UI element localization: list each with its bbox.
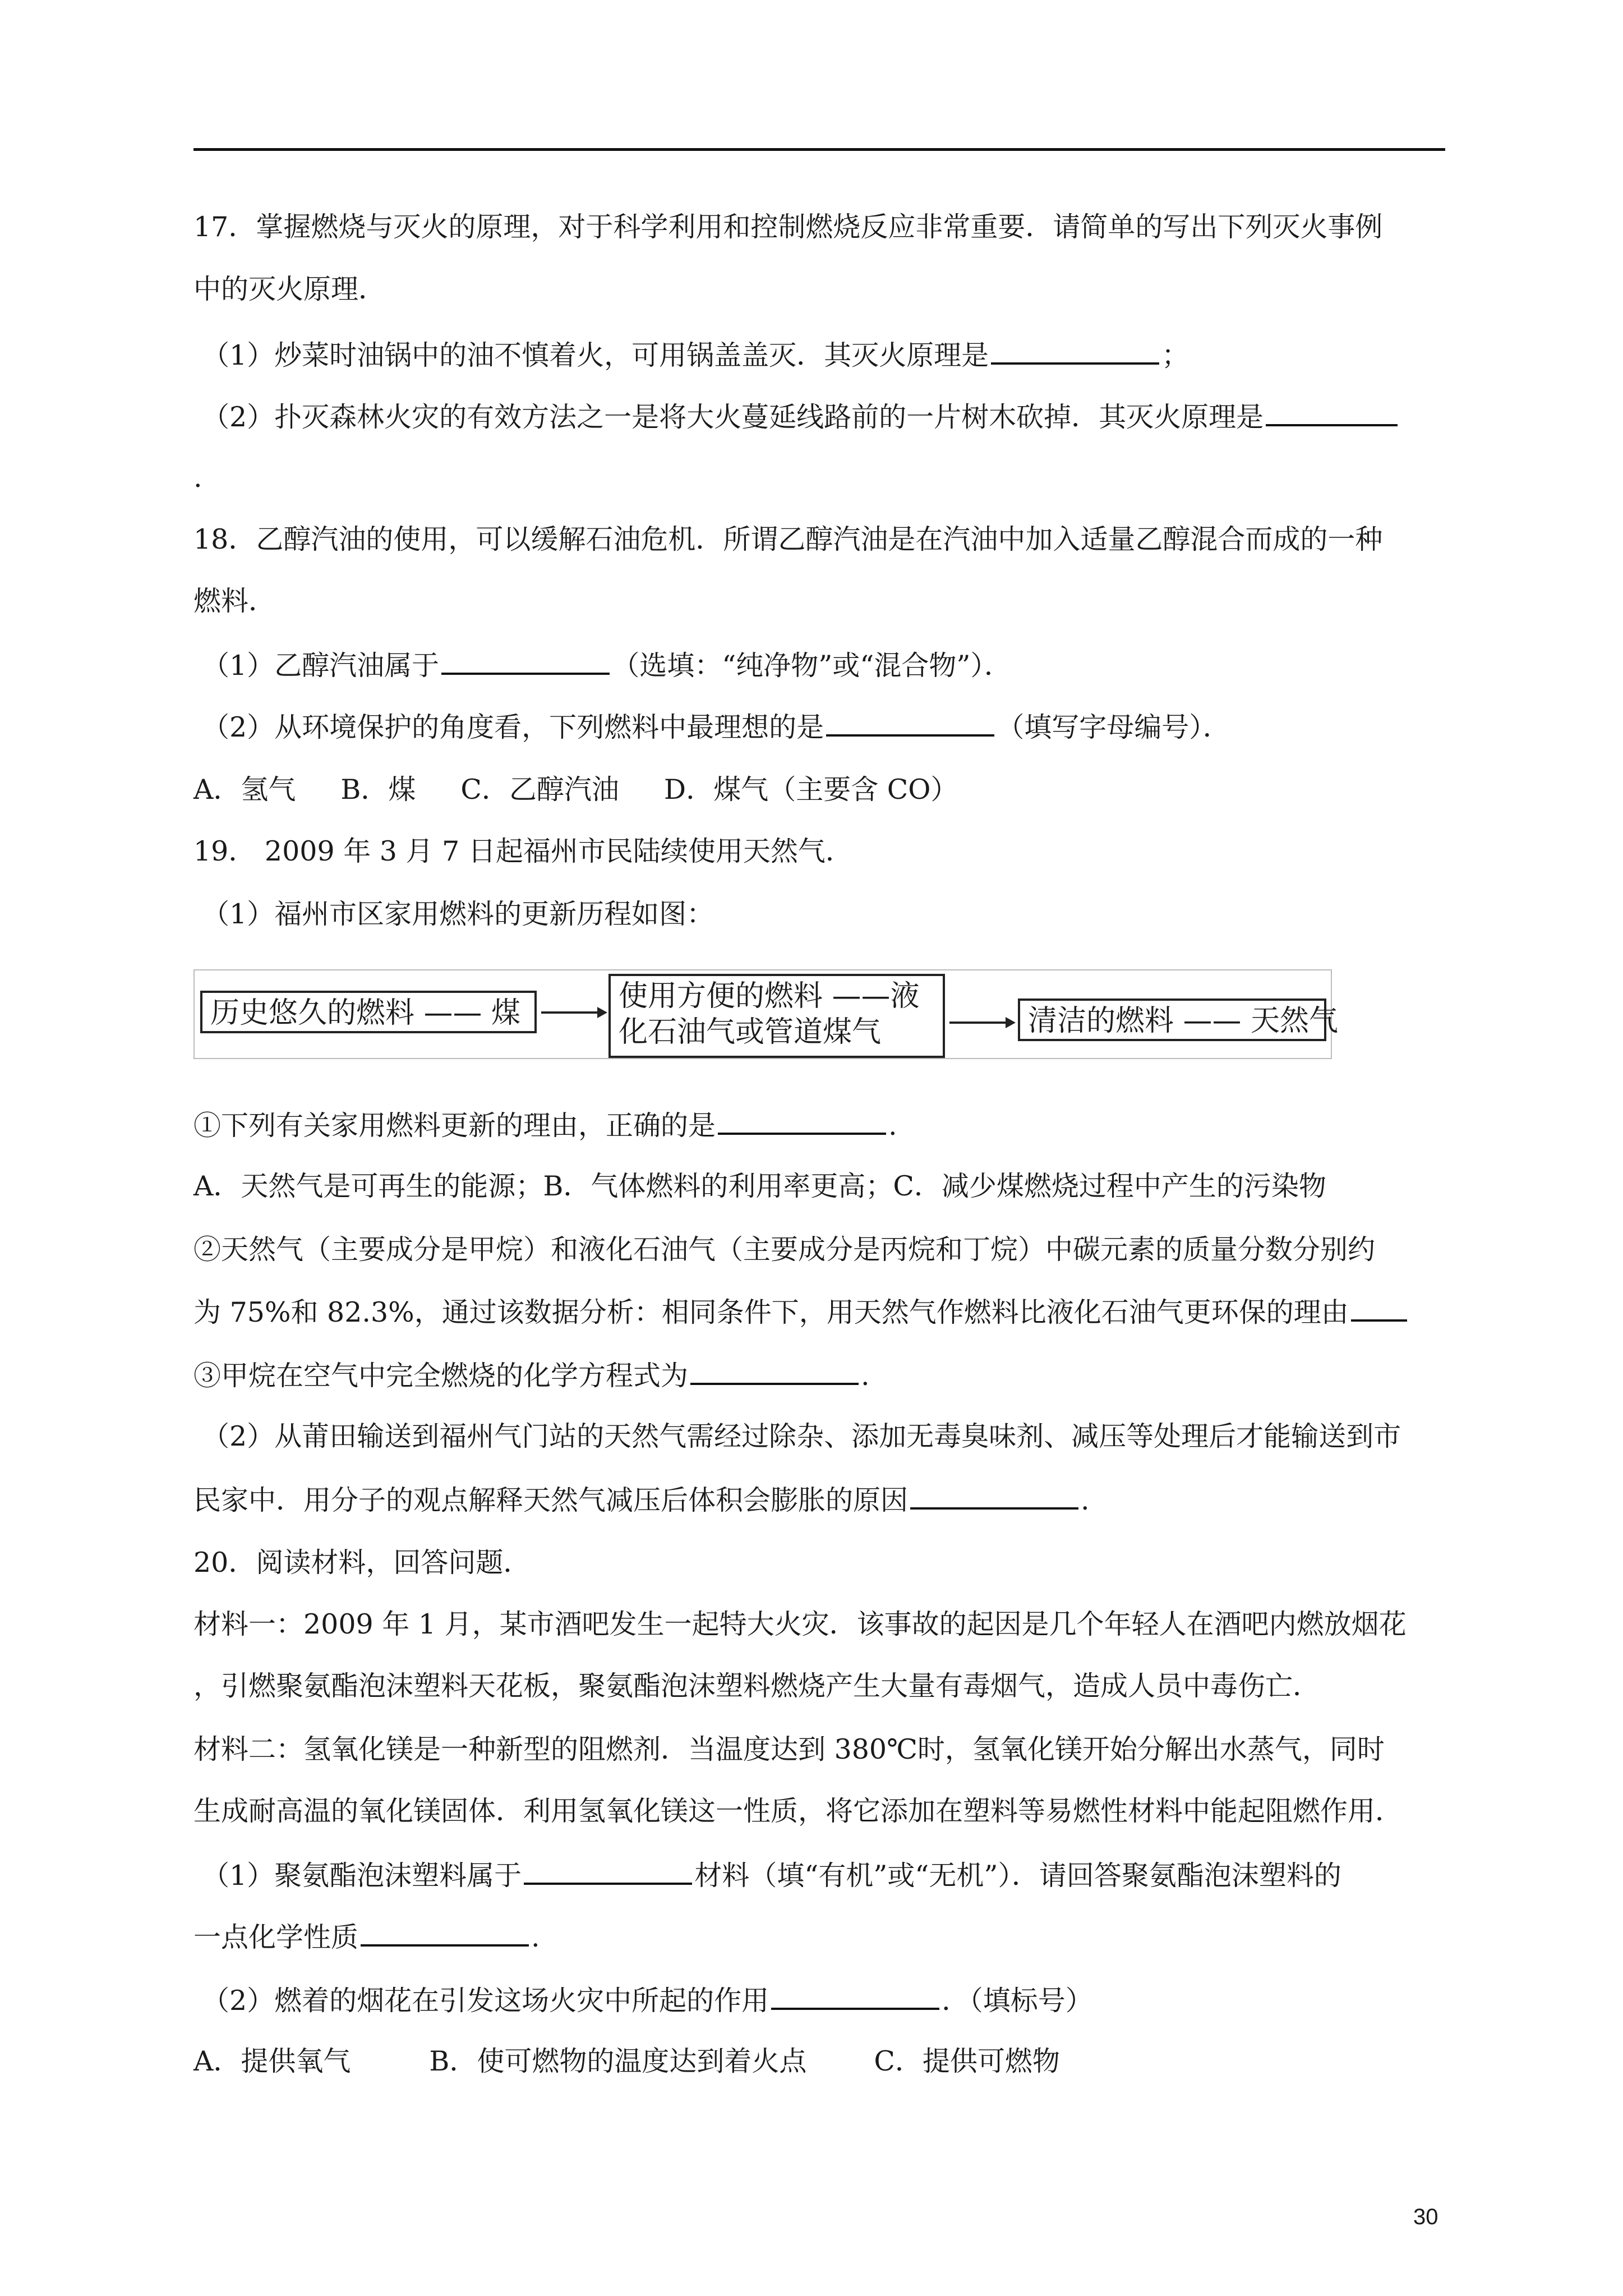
- flow-box-lpg-line1: 使用方便的燃料 ——液: [619, 979, 920, 1013]
- q18-part1: （1）乙醇汽油属于 （选填：“纯净物”或“混合物”）．: [202, 648, 1458, 683]
- q19-part2-line2: 民家中．用分子的观点解释天然气减压后体积会膨胀的原因 .: [193, 1483, 1450, 1517]
- answer-blank[interactable]: [991, 338, 1159, 365]
- answer-blank[interactable]: [718, 1108, 886, 1135]
- answer-blank[interactable]: [826, 710, 994, 737]
- arrow-right-icon: [949, 1014, 1017, 1031]
- q19-sub1-options: A．天然气是可再生的能源；B．气体燃料的利用率更高；C．减少煤燃烧过程中产生的污染物: [193, 1170, 1326, 1202]
- answer-blank[interactable]: [1266, 399, 1398, 426]
- answer-blank[interactable]: [361, 1920, 529, 1947]
- q17-line1: 17．掌握燃烧与灭火的原理，对于科学利用和控制燃烧反应非常重要．请简单的写出下列灭火事例: [193, 211, 1383, 243]
- fuel-history-flowchart: [193, 969, 1339, 1059]
- q20-material1-line1: 材料一：2009 年 1 月，某市酒吧发生一起特大火灾．该事故的起因是几个年轻人在酒吧内燃放烟花: [193, 1608, 1407, 1640]
- q17-part1: （1）炒菜时油锅中的油不慎着火，可用锅盖盖灭．其灭火原理是 ；: [202, 338, 1458, 372]
- q20-part1-line2: 一点化学性质 .: [193, 1920, 1450, 1954]
- q19-line1: 19． 2009 年 3 月 7 日起福州市民陆续使用天然气．: [193, 835, 853, 867]
- flow-box-lpg-line2: 化石油气或管道煤气: [619, 1015, 882, 1049]
- page-number: 30: [1413, 2205, 1438, 2229]
- q19-part1: （1）福州市区家用燃料的更新历程如图：: [202, 898, 714, 930]
- answer-blank[interactable]: [524, 1858, 692, 1885]
- q18-line2: 燃料．: [193, 585, 276, 617]
- flow-box-natural-gas: 清洁的燃料 —— 天然气: [1018, 999, 1326, 1041]
- q20-material2-line2: 生成耐高温的氧化镁固体．利用氢氧化镁这一性质，将它添加在塑料等易燃性材料中能起阻燃作用．: [193, 1795, 1403, 1827]
- q19-sub3: ③甲烷在空气中完全燃烧的化学方程式为 .: [193, 1358, 1450, 1393]
- header-rule: [193, 148, 1445, 151]
- q19-sub1: ①下列有关家用燃料更新的理由，正确的是 .: [193, 1108, 1450, 1143]
- q17-part2-end: .: [193, 462, 202, 494]
- answer-blank[interactable]: [771, 1983, 939, 2010]
- answer-blank[interactable]: [690, 1358, 859, 1385]
- answer-blank[interactable]: [1351, 1295, 1407, 1322]
- q17-line2: 中的灭火原理．: [193, 273, 386, 305]
- answer-blank[interactable]: [910, 1483, 1078, 1510]
- answer-blank[interactable]: [441, 648, 610, 675]
- flow-box-coal: 历史悠久的燃料 —— 煤: [200, 991, 537, 1033]
- q20-part2: （2）燃着的烟花在引发这场火灾中所起的作用 ．（填标号）: [202, 1983, 1458, 2018]
- flow-box-lpg: [608, 974, 945, 1058]
- q19-sub2-line2: 为 75%和 82.3%，通过该数据分析：相同条件下，用天然气作燃料比液化石油气更环保的理由: [193, 1295, 1450, 1329]
- q18-line1: 18．乙醇汽油的使用，可以缓解石油危机．所谓乙醇汽油是在汽油中加入适量乙醇混合而成的一种: [193, 523, 1383, 555]
- q18-part2: （2）从环境保护的角度看，下列燃料中最理想的是 （填写字母编号）．: [202, 710, 1458, 744]
- q17-part2: （2）扑灭森林火灾的有效方法之一是将大火蔓延线路前的一片树木砍掉．其灭火原理是: [202, 399, 1458, 434]
- q19-sub2-line1: ②天然气（主要成分是甲烷）和液化石油气（主要成分是丙烷和丁烷）中碳元素的质量分数分别约: [193, 1234, 1376, 1266]
- q20-material2-line1: 材料二：氢氧化镁是一种新型的阻燃剂．当温度达到 380℃时，氢氧化镁开始分解出水蒸气，同时: [193, 1733, 1385, 1765]
- arrow-right-icon: [541, 1004, 608, 1021]
- q20-part1-line1: （1）聚氨酯泡沫塑料属于 材料（填“有机”或“无机”）．请回答聚氨酯泡沫塑料的: [202, 1858, 1458, 1893]
- q19-part2-line1: （2）从莆田输送到福州气门站的天然气需经过除杂、添加无毒臭味剂、减压等处理后才能输送到市: [202, 1420, 1401, 1452]
- q18-options: A．氢气 B．煤 C．乙醇汽油 D．煤气（主要含 CO）: [193, 774, 958, 806]
- q20-line1: 20．阅读材料，回答问题．: [193, 1547, 531, 1579]
- q20-options: A．提供氧气 B．使可燃物的温度达到着火点 C．提供可燃物: [193, 2045, 1060, 2077]
- q20-material1-line2: ，引燃聚氨酯泡沫塑料天花板，聚氨酯泡沫塑料燃烧产生大量有毒烟气，造成人员中毒伤亡．: [193, 1670, 1321, 1702]
